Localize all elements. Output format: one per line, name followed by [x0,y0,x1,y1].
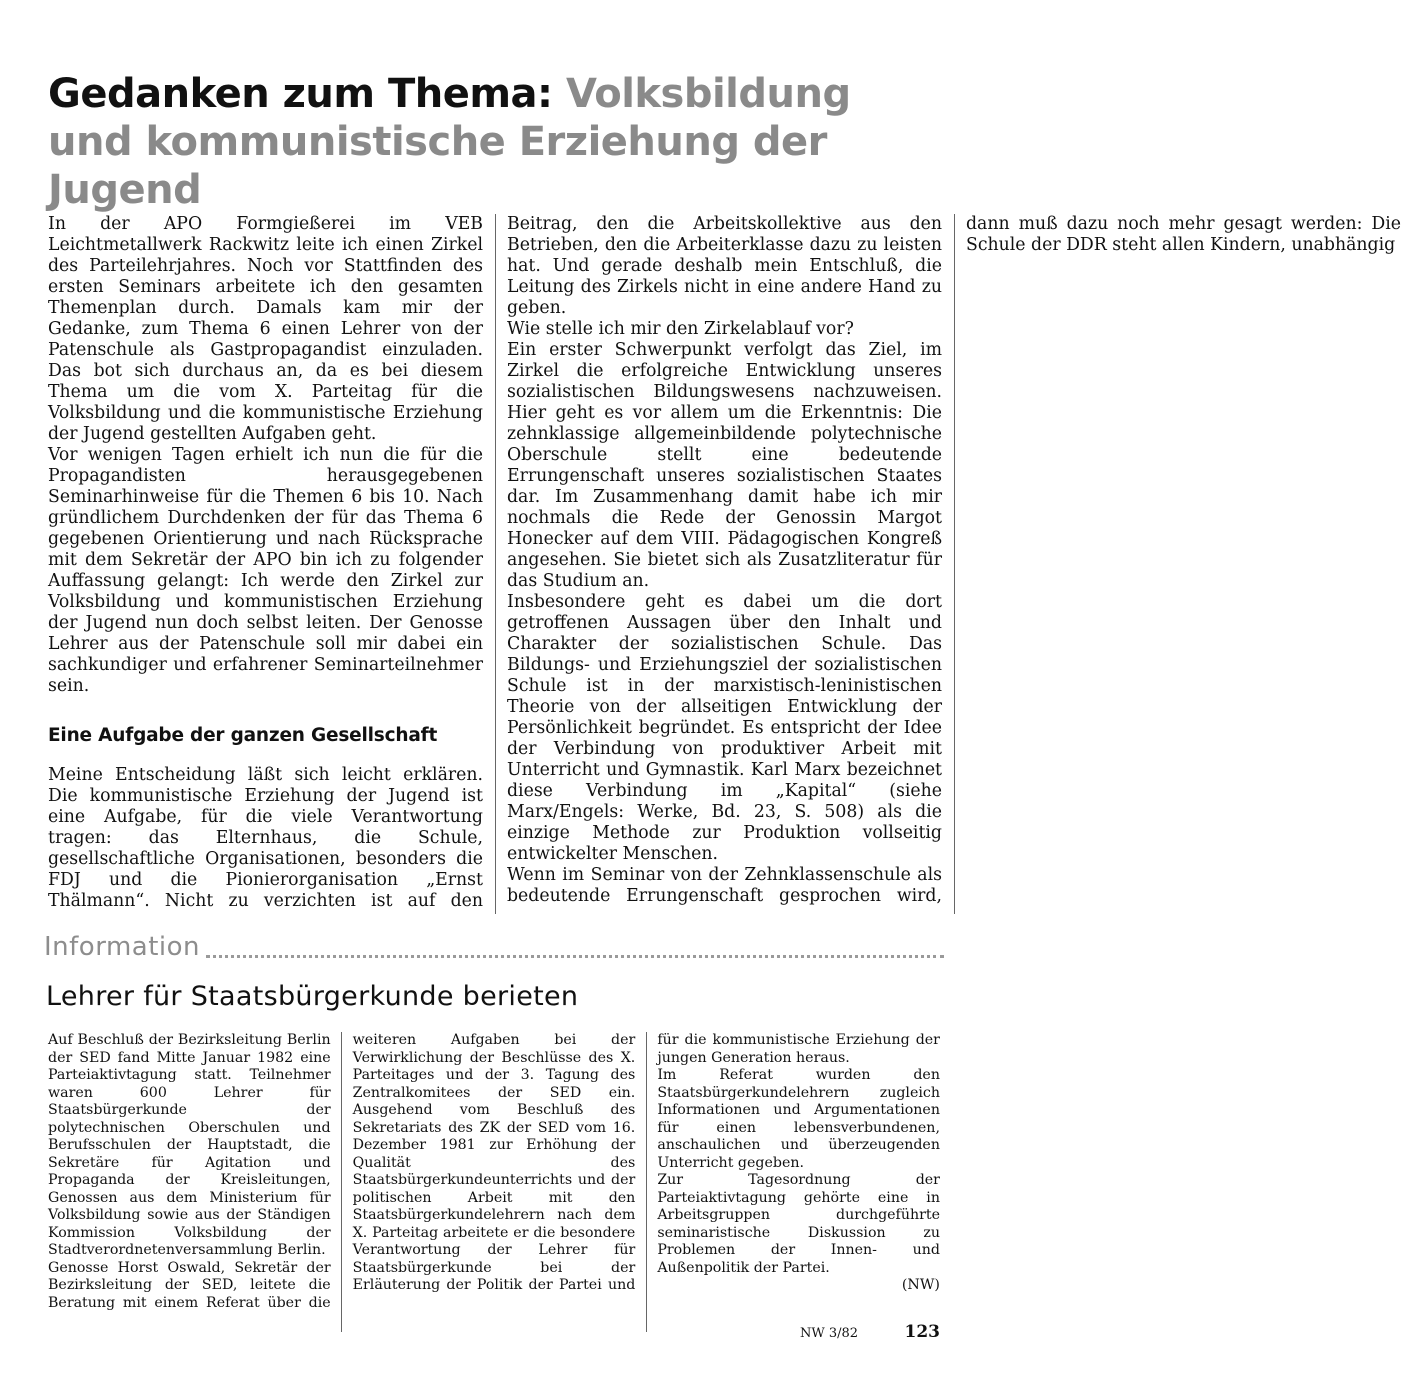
author-signature: (NW) [901,1277,940,1293]
page-number: 123 [904,1322,940,1342]
article-question: Wie stelle ich mir den Zirkelablauf vor? [507,319,854,339]
information-body [48,1032,940,1332]
article-paragraph: Vor wenigen Tagen erhielt ich nun die für die Propagandisten herausgegebenen Seminarhinweise für die Themen 6 bis 10. Nach gründlichem Durchdenken der für das Thema 6 gegebenen Orientierung und nach Rücksprache mit dem Sekretär der APO bin ich zu folgender Auffassung gelangt: Ich werde den Zirkel zur Volksbildung und kommunistischen Erziehung der Jugend nun doch selbst leiten. Der Genosse Lehrer aus der Patenschule soll mir dabei ein sachkundiger und erfahrener Seminarteilnehmer sein. [48,445,483,696]
information-paragraph: Im Referat wurden den Staatsbürgerkundelehrern zugleich Informationen und Argumentationen für einen lebensverbundenen, anschaulichen und überzeugenden Unterricht gegeben. [657,1067,940,1171]
information-title: Lehrer für Staatsbürgerkunde berieten [46,981,579,1012]
article-subheading: Eine Aufgabe der ganzen Gesellschaft [48,725,438,746]
headline [48,70,948,214]
headline-rest: Volksbildung und kommunistische Erziehung der Jugend [48,71,851,213]
issue-label: NW 3/82 [800,1326,859,1341]
information-paragraph: Auf Beschluß der Bezirksleitung Berlin der SED fand Mitte Januar 1982 eine Parteiaktivtagung statt. Teilnehmer waren 600 Lehrer für Staatsbürgerkunde der polytechnischen Oberschulen und Berufsschulen der Hauptstadt, die Sekretäre für Agitation und Propaganda der Kreisleitungen, Genossen aus dem Ministerium für Volksbildung sowie aus der Ständigen Kommission Volksbildung der Stadtverordnetenversammlung Berlin. [48,1032,331,1258]
information-paragraph: Genosse Horst Oswald, Sekretär der Bezirksleitung der SED, leitete die Beratung mit einem Referat über die weiteren Aufgaben bei der Verwirklichung der Beschlüsse des X. Parteitages und der 3. Tagung des Zentralkomitees der SED ein. Ausgehend vom Beschluß des Sekretariats des ZK der SED vom 16. Dezember 1981 zur Erhöhung der Qualität des Staatsbürgerkundeunterrichts und der politischen Arbeit mit den Staatsbürgerkundelehrern nach dem X. Parteitag arbeitete er die besondere Verantwortung der Lehrer für Staatsbürgerkunde bei der Erläuterung der Politik der Partei und für die kommunistische Erziehung der jungen Generation heraus. [48,1032,940,1311]
article-paragraph: Wenn im Seminar von der Zehnklassenschule als bedeutende Errungenschaft gesprochen wird, dann muß dazu noch mehr gesagt werden: Die Schule der DDR steht allen Kindern, unabhängig [507,214,1401,906]
page-footer [800,1322,940,1346]
dotted-divider [206,955,944,958]
information-bar [44,930,944,964]
article-paragraph: In der APO Formgießerei im VEB Leichtmetallwerk Rackwitz leite ich einen Zirkel des Parteilehrjahres. Noch vor Stattfinden des ersten Seminars arbeitete ich den gesamten Themenplan durch. Damals kam mir der Gedanke, zum Thema 6 einen Lehrer von der Patenschule als Gastpropagandist einzuladen. Das bot sich durchaus an, da es bei diesem Thema um die vom X. Parteitag für die Volksbildung und die kommunistische Erziehung der Jugend gestellten Aufgaben geht. [48,214,483,444]
information-paragraph: Zur Tagesordnung der Parteiaktivtagung gehörte eine in Arbeitsgruppen durchgeführte seminaristische Diskussion zu Problemen der Innen- und Außenpolitik der Partei. [657,1172,940,1276]
headline-lead: Gedanken zum Thema: [48,71,566,117]
article-paragraph: Ein erster Schwerpunkt verfolgt das Ziel, im Zirkel die erfolgreiche Entwicklung unseres sozialistischen Bildungswesens nachzuweisen. Hier geht es vor allem um die Erkenntnis: Die zehnklassige allgemeinbildende polytechnische Oberschule stellt eine bedeutende Errungenschaft unseres sozialistischen Staates dar. Im Zusammenhang damit habe ich mir nochmals die Rede der Genossin Margot Honecker auf dem VIII. Pädagogischen Kongreß angesehen. Sie bietet sich als Zusatzliteratur für das Studium an. [507,340,942,591]
article-paragraph: Insbesondere geht es dabei um die dort getroffenen Aussagen über den Inhalt und Charakter der sozialistischen Schule. Das Bildungs- und Erziehungsziel der sozialistischen Schule ist in der marxistisch-leninistischen Theorie von der allseitigen Entwicklung der Persönlichkeit begründet. Es entspricht der Idee der Verbindung von produktiver Arbeit mit Unterricht und Gymnastik. Karl Marx bezeichnet diese Verbindung im „Kapital“ (siehe Marx/Engels: Werke, Bd. 23, S. 508) als die einzige Methode zur Produktion vollseitig entwickelter Menschen. [507,592,942,864]
article-body [48,214,1401,914]
article-paragraph: Meine Entscheidung läßt sich leicht erklären. Die kommunistische Erziehung der Jugend ist eine Aufgabe, für die viele Verantwortung tragen: das Elternhaus, die Schule, gesellschaftliche Organisationen, besonders die FDJ und die Pionierorganisation „Ernst Thälmann“. Nicht zu verzichten ist auf den Beitrag, den die Arbeitskollektive aus den Betrieben, den die Arbeiterklasse dazu zu leisten hat. Und gerade deshalb mein Entschluß, die Leitung des Zirkels nicht in eine andere Hand zu geben. [48,214,942,911]
information-label: Information [44,932,201,962]
